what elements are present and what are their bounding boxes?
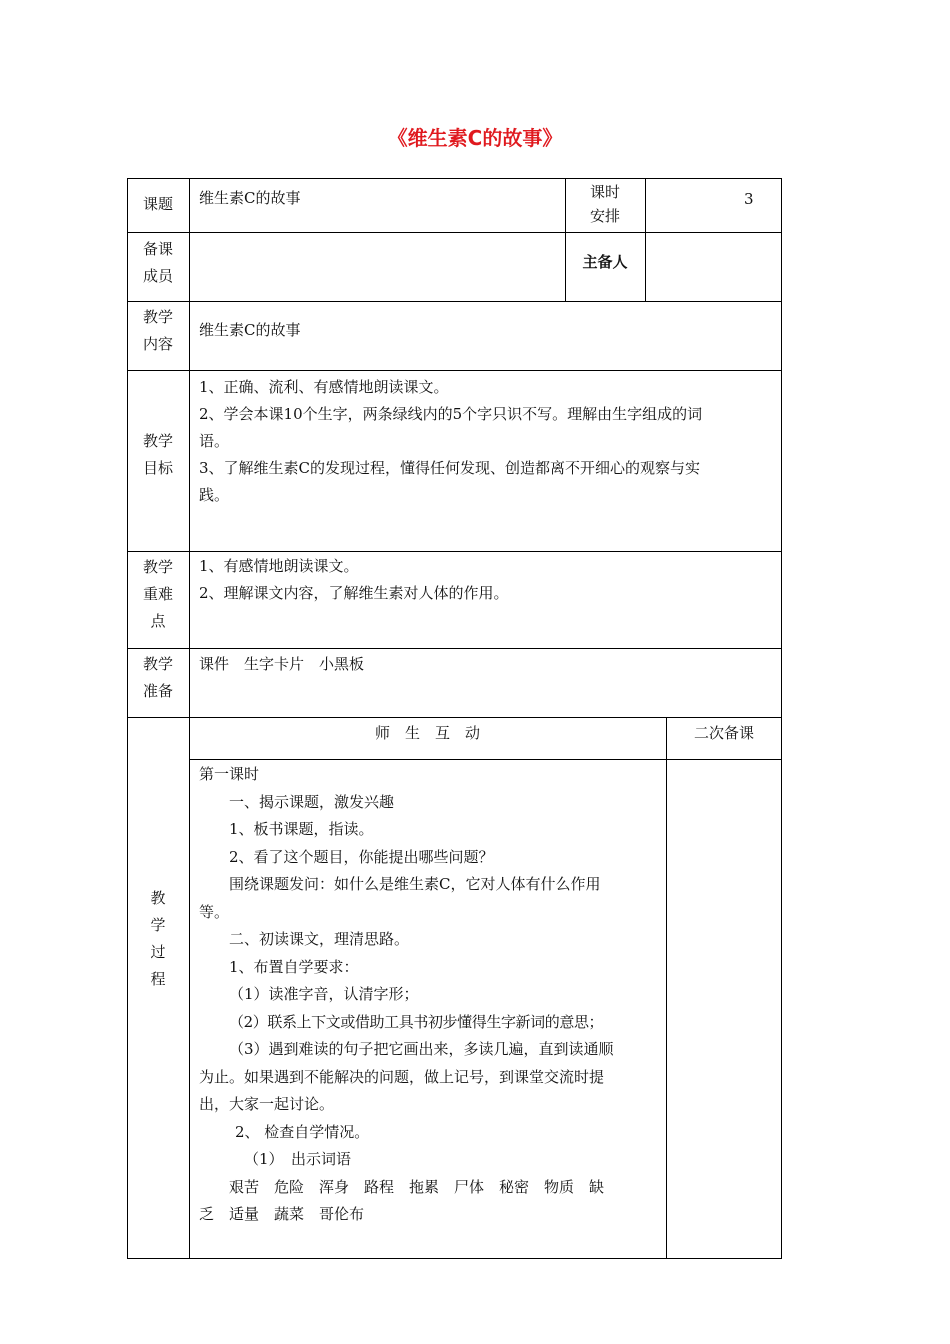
goals-list bbox=[199, 374, 777, 509]
key-points-label-line: 点 bbox=[150, 612, 166, 630]
members-label bbox=[127, 236, 189, 290]
row-divider bbox=[127, 301, 782, 302]
process-line: 艰苦 危险 浑身 路程 拖累 尸体 秘密 物质 缺 bbox=[229, 1177, 605, 1196]
key-point-line: 1、有感情地朗读课文。 bbox=[199, 557, 359, 575]
row-divider bbox=[127, 370, 782, 371]
members-label-line: 成员 bbox=[142, 267, 173, 285]
prep-label-line: 准备 bbox=[142, 682, 173, 700]
document-title: 《维生素C的故事》 bbox=[387, 126, 563, 150]
goals-label-line: 教学 bbox=[142, 432, 173, 450]
col-divider bbox=[666, 717, 667, 1259]
process-line: 二、初读课文，理清思路。 bbox=[229, 930, 410, 948]
goal-line: 语。 bbox=[199, 432, 230, 450]
row-divider bbox=[189, 759, 782, 760]
process-line: 第一课时 bbox=[199, 765, 260, 783]
key-points-list bbox=[199, 553, 509, 607]
content-label bbox=[127, 304, 189, 358]
process-line: 1、布置自学要求： bbox=[229, 957, 359, 976]
key-points-label-line: 教学 bbox=[142, 558, 173, 576]
hours-label bbox=[565, 180, 645, 228]
members-label-line: 备课 bbox=[142, 240, 173, 258]
goals-label bbox=[127, 428, 189, 482]
process-line: 一、揭示课题，激发兴趣 bbox=[229, 792, 395, 811]
process-line: 出，大家一起讨论。 bbox=[199, 1095, 335, 1113]
process-line: （1） 出示词语 bbox=[244, 1150, 352, 1168]
content-label-line: 内容 bbox=[142, 335, 173, 353]
process-line: 1、板书课题，指读。 bbox=[229, 820, 374, 838]
goal-line: 践。 bbox=[199, 486, 230, 504]
process-label bbox=[127, 885, 189, 993]
second-prep-header: 二次备课 bbox=[693, 724, 754, 742]
hours-value: 3 bbox=[744, 190, 754, 208]
process-line: （1）读准字音，认清字形； bbox=[229, 985, 419, 1003]
process-line: 2、看了这个题目，你能提出哪些问题？ bbox=[229, 847, 494, 866]
process-line: 乏 适量 蔬菜 哥伦布 bbox=[199, 1205, 365, 1223]
process-line: 为止。如果遇到不能解决的问题，做上记号，到课堂交流时提 bbox=[199, 1067, 605, 1086]
process-steps bbox=[199, 761, 659, 1229]
goal-line: 3、了解维生素C的发现过程，懂得任何发现、创造都离不开细心的观察与实 bbox=[199, 459, 701, 477]
goals-label-line: 目标 bbox=[142, 459, 173, 477]
content-value: 维生素C的故事 bbox=[199, 321, 301, 339]
process-label-char: 学 bbox=[150, 916, 166, 934]
content-label-line: 教学 bbox=[142, 308, 173, 326]
process-label-char: 程 bbox=[150, 970, 166, 988]
process-label-char: 过 bbox=[150, 943, 166, 961]
process-line: 2、 检查自学情况。 bbox=[235, 1122, 370, 1141]
row-divider bbox=[127, 648, 782, 649]
hours-label-line: 安排 bbox=[589, 207, 620, 225]
goal-line: 1、正确、流利、有感情地朗读课文。 bbox=[199, 378, 449, 396]
row-divider bbox=[127, 232, 782, 233]
interaction-header: 师 生 互 动 bbox=[374, 724, 480, 742]
key-points-label-line: 重难 bbox=[142, 585, 173, 603]
topic-label: 课题 bbox=[142, 195, 173, 213]
row-divider bbox=[127, 551, 782, 552]
process-line: （2）联系上下文或借助工具书初步懂得生字新词的意思； bbox=[229, 1012, 604, 1031]
row-divider bbox=[127, 717, 782, 718]
lead-preparer-label: 主备人 bbox=[582, 253, 628, 271]
process-label-char: 教 bbox=[150, 889, 166, 907]
prep-label bbox=[127, 651, 189, 705]
prep-value: 课件 生字卡片 小黑板 bbox=[199, 655, 365, 673]
process-line: 等。 bbox=[199, 902, 230, 921]
col-divider bbox=[189, 178, 190, 1259]
hours-label-line: 课时 bbox=[589, 183, 620, 201]
topic-value: 维生素C的故事 bbox=[199, 189, 301, 207]
process-line: （3）遇到难读的句子把它画出来，多读几遍，直到读通顺 bbox=[229, 1040, 614, 1058]
prep-label-line: 教学 bbox=[142, 655, 173, 673]
col-divider bbox=[645, 178, 646, 301]
key-points-label bbox=[127, 554, 189, 635]
process-line: 围绕课题发问：如什么是维生素C，它对人体有什么作用 bbox=[229, 875, 601, 893]
goal-line: 2、学会本课10个生字，两条绿线内的5个字只识不写。理解由生字组成的词 bbox=[199, 405, 703, 423]
key-point-line: 2、理解课文内容，了解维生素对人体的作用。 bbox=[199, 584, 509, 602]
